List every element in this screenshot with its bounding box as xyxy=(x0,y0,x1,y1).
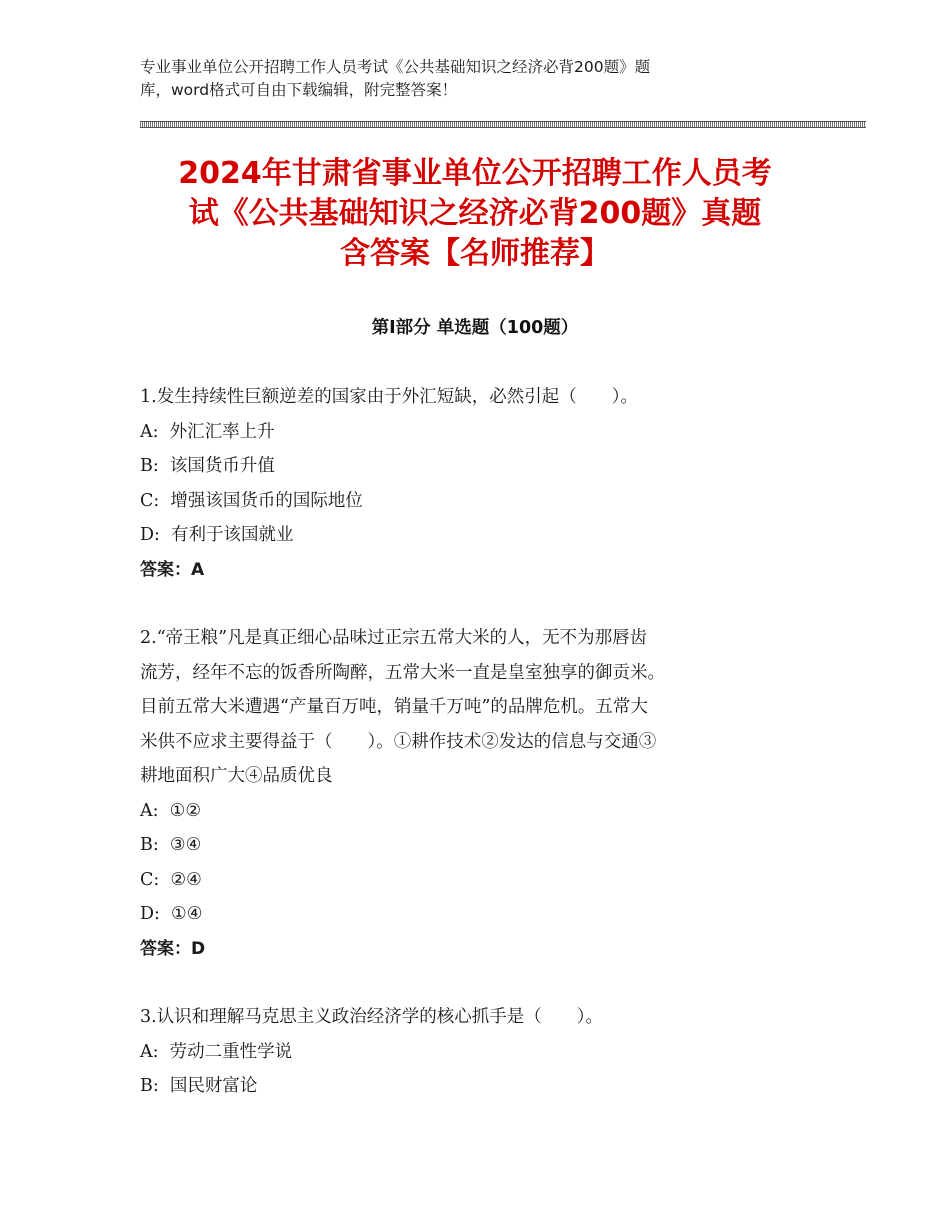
question-item xyxy=(140,1000,820,1104)
header-note xyxy=(140,56,780,102)
answer-option: A: ①② xyxy=(140,800,202,821)
question-stem-line: 流芳，经年不忘的饭香所陶醉，五常大米一直是皇室独享的御贡米。 xyxy=(140,662,665,683)
title-line: 2024年甘肃省事业单位公开招聘工作人员考 xyxy=(178,156,772,191)
question-stem-line: 1.发生持续性巨额逆差的国家由于外汇短缺，必然引起（ ）。 xyxy=(140,387,638,407)
answer-option: C: 增强该国货币的国际地位 xyxy=(140,490,363,511)
question-stem xyxy=(140,1000,820,1035)
title-line: 含答案【名师推荐】 xyxy=(340,236,610,271)
question-stem-line: 3.认识和理解马克思主义政治经济学的核心抓手是（ ）。 xyxy=(140,1007,603,1027)
question-stem-line: 耕地面积广大④品质优良 xyxy=(140,766,333,786)
answer-option: D: 有利于该国就业 xyxy=(140,525,294,545)
header-divider xyxy=(140,121,866,128)
answer-option: C: ②④ xyxy=(140,869,202,890)
answer-option: B: ③④ xyxy=(140,835,202,855)
question-item xyxy=(140,380,820,587)
answer-option: A: 劳动二重性学说 xyxy=(140,1041,293,1062)
question-stem xyxy=(140,621,820,794)
answer-option: B: 国民财富论 xyxy=(140,1076,258,1096)
document-title xyxy=(120,154,830,274)
question-list xyxy=(140,380,820,1104)
question-stem-line: 米供不应求主要得益于（ ）。①耕作技术②发达的信息与交通③ xyxy=(140,731,657,752)
answer-option: B: 该国货币升值 xyxy=(140,456,275,476)
answer-key: 答案：D xyxy=(140,938,206,959)
question-stem-line: 目前五常大米遭遇“产量百万吨，销量千万吨”的品牌危机。五常大 xyxy=(140,697,648,717)
section-heading: 第Ⅰ部分 单选题（100题） xyxy=(371,318,579,338)
question-stem-line: 2.“帝王粮”凡是真正细心品味过正宗五常大米的人，无不为那唇齿 xyxy=(140,628,648,648)
answer-option: A: 外汇汇率上升 xyxy=(140,421,275,442)
header-note-line: 库，word格式可自由下载编辑，附完整答案！ xyxy=(140,81,458,99)
answer-option: D: ①④ xyxy=(140,904,203,924)
title-line: 试《公共基础知识之经济必背200题》真题 xyxy=(188,196,762,231)
question-item xyxy=(140,621,820,966)
header-note-line: 专业事业单位公开招聘工作人员考试《公共基础知识之经济必背200题》题 xyxy=(140,58,651,76)
answer-key: 答案：A xyxy=(140,559,205,580)
question-stem xyxy=(140,380,820,415)
